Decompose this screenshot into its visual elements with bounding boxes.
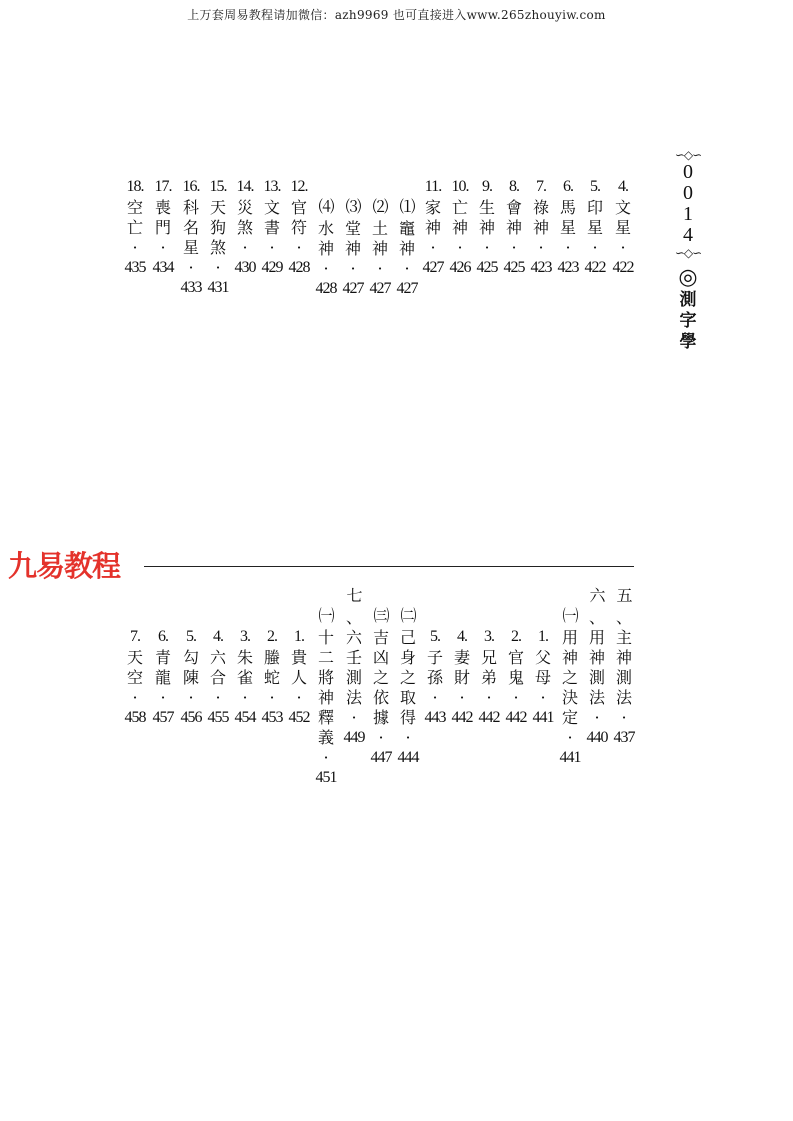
toc-entry-number: 18. (126, 178, 144, 195)
toc-entry-title (555, 198, 581, 258)
toc-entry-char: · (594, 708, 600, 727)
toc-page-number: 447 (370, 749, 392, 766)
toc-entry-char: 神 (398, 239, 415, 258)
toc-entry-char: 陳 (182, 668, 199, 687)
toc-entry-number: 13. (263, 178, 281, 195)
toc-entry-char: 神 (478, 218, 495, 237)
watermark-logo: 九易教程 (8, 549, 121, 583)
toc-entry-char: 、 (615, 608, 632, 627)
toc-page-number: 431 (207, 279, 229, 296)
toc-entry-char: 神 (615, 648, 632, 667)
toc-page-number: 423 (530, 259, 552, 276)
divider-line (144, 566, 634, 567)
ornament-top: ∽◇∽ (674, 148, 702, 162)
toc-entry-char: · (457, 238, 463, 257)
toc-entry-page (416, 708, 454, 728)
toc-page-number: 442 (478, 709, 500, 726)
toc-entry-char: 、 (345, 608, 362, 627)
toc-entry-title (341, 608, 367, 728)
toc-entry-number: 4. (618, 178, 628, 195)
toc-page-number: 454 (234, 709, 256, 726)
toc-entry-char: 煞 (236, 218, 253, 237)
toc-entry-title (259, 198, 285, 258)
toc-entry-char: 之 (561, 668, 578, 687)
toc-entry-char: 會 (505, 198, 522, 217)
toc-entry-char: 定 (561, 708, 578, 727)
toc-page-number: 430 (234, 259, 256, 276)
toc-entry-char: · (242, 688, 248, 707)
toc-entry-char: 測 (588, 668, 605, 687)
swirl-icon: ◎ (678, 264, 698, 290)
toc-entry-number: ㈠ (318, 608, 334, 625)
toc-entry-title (394, 219, 420, 279)
toc-entry-title (286, 648, 312, 708)
toc-entry-char: 星 (559, 218, 576, 237)
toc-entry-page (307, 768, 345, 788)
toc-page-number: 434 (152, 259, 174, 276)
toc-page-number: 453 (261, 709, 283, 726)
toc-entry-number: 16. (182, 178, 200, 195)
toc-entry-char: · (511, 238, 517, 257)
toc-entry-title (340, 219, 366, 279)
toc-entry-char: · (351, 708, 357, 727)
toc-entry (584, 588, 610, 748)
page-number-vertical (668, 162, 708, 246)
toc-entry-char: · (621, 708, 627, 727)
toc-page-number: 443 (424, 709, 446, 726)
toc-entry-char: 合 (209, 668, 226, 687)
toc-entry-number: ㈠ (562, 608, 578, 625)
toc-entry-number: 6. (158, 628, 168, 645)
toc-entry-char: 貴 (290, 648, 307, 667)
toc-entry-char: 義 (317, 728, 334, 747)
toc-entry-char: · (592, 238, 598, 257)
toc-entry-number: 3. (240, 628, 250, 645)
toc-entry-char: 六 (345, 628, 362, 647)
toc-entry-char: · (513, 688, 519, 707)
ornament-bottom: ∽◇∽ (674, 246, 702, 260)
toc-entry-number: 9. (482, 178, 492, 195)
toc-entry-title (611, 608, 637, 728)
toc-entry-char: 二 (317, 648, 334, 667)
toc-page-number: 449 (343, 729, 365, 746)
toc-entry (395, 608, 421, 768)
toc-entry-char: · (432, 688, 438, 707)
toc-entry-title (205, 198, 231, 278)
toc-entry-char: 測 (345, 668, 362, 687)
toc-entry-title (474, 198, 500, 258)
toc-entry-char: 天 (126, 648, 143, 667)
toc-entry-char: 門 (154, 218, 171, 237)
toc-entry (232, 178, 258, 278)
toc-entry-number: 15. (209, 178, 227, 195)
toc-entry-page (116, 258, 154, 278)
toc-entry-number: ⑶ (345, 199, 361, 216)
toc-entry-char: 父 (534, 648, 551, 667)
toc-entry-char: 弟 (480, 668, 497, 687)
toc-entry-char: 文 (263, 198, 280, 217)
toc-entry-title (501, 198, 527, 258)
toc-page-number: 422 (612, 259, 634, 276)
toc-page-number: 458 (124, 709, 146, 726)
toc-page-number: 441 (559, 749, 581, 766)
toc-entry-char: 馬 (559, 198, 576, 217)
toc-entry (557, 608, 583, 768)
toc-entry-char: 祿 (532, 198, 549, 217)
side-tab (668, 148, 708, 353)
toc-entry-number: 五 (616, 588, 632, 605)
toc-page-number: 435 (124, 259, 146, 276)
toc-entry-number: 6. (563, 178, 573, 195)
toc-page-number: 429 (261, 259, 283, 276)
toc-entry-char: 神 (561, 648, 578, 667)
toc-page-number: 442 (505, 709, 527, 726)
toc-entry-title (476, 648, 502, 708)
toc-entry-char: 煞 (209, 238, 226, 257)
toc-entry-title (150, 198, 176, 258)
toc-page-number: 455 (207, 709, 229, 726)
book-title-char: 學 (679, 332, 697, 352)
toc-entry-char: 釋 (317, 708, 334, 727)
toc-entry-char: · (215, 688, 221, 707)
toc-entry-char: 測 (615, 668, 632, 687)
toc-entry (422, 628, 448, 728)
toc-entry-char: · (350, 259, 356, 278)
book-title-char: 字 (679, 311, 697, 331)
toc-entry-number: ⑵ (372, 199, 388, 216)
toc-entry-char: · (378, 728, 384, 747)
toc-entry-page (551, 748, 589, 768)
toc-entry-char: · (430, 238, 436, 257)
toc-entry-number: ⑴ (399, 199, 415, 216)
toc-entry-char: 星 (614, 218, 631, 237)
toc-entry-char: · (160, 238, 166, 257)
toc-entry-number: 5. (430, 628, 440, 645)
toc-entry-char: 朱 (236, 648, 253, 667)
toc-entry-char: · (567, 728, 573, 747)
toc-entry-char: 科 (182, 198, 199, 217)
toc-entry-number: 2. (511, 628, 521, 645)
page-digit: 4 (683, 224, 693, 246)
toc-entry (122, 628, 148, 728)
toc-entry-char: 神 (317, 239, 334, 258)
toc-entry-char: 神 (588, 648, 605, 667)
toc-entry-number: 七 (346, 588, 362, 605)
toc-entry-char: 災 (236, 198, 253, 217)
toc-entry-number: 11. (424, 178, 442, 195)
page-header: 上万套周易教程请加微信：azh9969 也可直接进入www.265zhouyiw.com (187, 8, 606, 22)
toc-entry-char: 己 (399, 628, 416, 647)
toc-entry-title (447, 198, 473, 258)
toc-entry-char: 堂 (344, 219, 361, 238)
toc-entry-char: 土 (371, 219, 388, 238)
toc-entry-char: · (269, 238, 275, 257)
toc-entry-char: · (405, 728, 411, 747)
toc-entry-char: 鬼 (507, 668, 524, 687)
toc-entry-number: 5. (590, 178, 600, 195)
toc-entry-char: 將 (317, 668, 334, 687)
toc-entry-char: 蛇 (263, 668, 280, 687)
toc-entry-char: 人 (290, 668, 307, 687)
toc-entry-char: 得 (399, 708, 416, 727)
toc-entry-char: · (132, 688, 138, 707)
toc-page-number: 428 (288, 259, 310, 276)
toc-entry-char: 生 (478, 198, 495, 217)
toc-entry-title (584, 608, 610, 728)
toc-entry-char: 身 (399, 648, 416, 667)
toc-entry-title (582, 198, 608, 258)
toc-entry-title (122, 648, 148, 708)
toc-entry-title (557, 628, 583, 748)
toc-entry-char: 依 (372, 688, 389, 707)
toc-entry-char: 星 (586, 218, 603, 237)
toc-entry (178, 178, 204, 298)
toc-entry-number: 4. (213, 628, 223, 645)
toc-entry-char: · (377, 259, 383, 278)
book-title-char: 測 (679, 290, 697, 310)
toc-page-number: 427 (369, 280, 391, 297)
page-digit: 0 (683, 182, 693, 204)
toc-page-number: 427 (396, 280, 418, 297)
toc-entry-char: 孫 (426, 668, 443, 687)
toc-page-number: 427 (422, 259, 444, 276)
toc-entry-char: 神 (424, 218, 441, 237)
toc-entry-char: 神 (532, 218, 549, 237)
toc-page-number: 422 (584, 259, 606, 276)
toc-entry-title (449, 648, 475, 708)
toc-entry-char: · (323, 748, 329, 767)
toc-entry-page (172, 278, 210, 298)
toc-entry-char: 主 (615, 628, 632, 647)
toc-entry-char: 星 (182, 238, 199, 257)
toc-page-number: 425 (476, 259, 498, 276)
toc-entry-number: 2. (267, 628, 277, 645)
toc-entry-number: ㈢ (373, 608, 389, 625)
toc-entry-title (313, 628, 339, 768)
toc-entry-char: · (404, 259, 410, 278)
toc-entry-title (530, 648, 556, 708)
toc-entry-char: 兄 (480, 648, 497, 667)
toc-entry-char: 喪 (154, 198, 171, 217)
toc-entry-char: · (132, 238, 138, 257)
toc-entry-char: 妻 (453, 648, 470, 667)
toc-entry-char: 符 (290, 218, 307, 237)
toc-entry (122, 178, 148, 278)
toc-entry-char: 十 (317, 628, 334, 647)
toc-entry-char: 空 (126, 198, 143, 217)
toc-entry-number: 4. (457, 628, 467, 645)
toc-entry-char: 法 (615, 688, 632, 707)
toc-entry-number: 8. (509, 178, 519, 195)
toc-entry-char: · (540, 688, 546, 707)
toc-entry-title (503, 648, 529, 708)
toc-entry-char: · (323, 259, 329, 278)
toc-entry-char: 用 (561, 628, 578, 647)
toc-entry-page (116, 708, 154, 728)
toc-entry-title (286, 198, 312, 258)
toc-entry-number: 7. (130, 628, 140, 645)
toc-entry-title (259, 648, 285, 708)
toc-entry-char: 空 (126, 668, 143, 687)
toc-entry-title (610, 198, 636, 258)
page-digit: 0 (683, 161, 693, 183)
toc-entry-char: · (459, 688, 465, 707)
toc-entry-char: 神 (505, 218, 522, 237)
toc-entry-number: 1. (538, 628, 548, 645)
toc-entry-number: ㈡ (400, 608, 416, 625)
toc-page-number: 457 (152, 709, 174, 726)
toc-entry-char: · (538, 238, 544, 257)
toc-entry-char: · (296, 238, 302, 257)
toc-entry-title (420, 198, 446, 258)
toc-entry (313, 199, 339, 299)
toc-entry-char: · (565, 238, 571, 257)
toc-page-number: 444 (397, 749, 419, 766)
toc-entry-title (150, 648, 176, 708)
toc-entry-char: 水 (317, 219, 334, 238)
toc-entry-char: 亡 (451, 198, 468, 217)
toc-entry-char: · (620, 238, 626, 257)
book-title-vertical (668, 290, 708, 353)
toc-entry-char: · (215, 258, 221, 277)
toc-entry-number: 12. (290, 178, 308, 195)
toc-entry-page (578, 728, 616, 748)
toc-entry-title (367, 219, 393, 279)
toc-entry-char: 神 (344, 239, 361, 258)
toc-entry-char: 狗 (209, 218, 226, 237)
toc-entry-char: 凶 (372, 648, 389, 667)
toc-entry-char: 天 (209, 198, 226, 217)
toc-entry (420, 178, 446, 278)
toc-entry-number: 六 (589, 588, 605, 605)
toc-entry-title (178, 648, 204, 708)
toc-entry-char: · (242, 238, 248, 257)
toc-entry-char: 母 (534, 668, 551, 687)
toc-entry-char: 吉 (372, 628, 389, 647)
toc-page-number: 451 (315, 769, 337, 786)
toc-entry-char: 子 (426, 648, 443, 667)
toc-page-number: 437 (613, 729, 635, 746)
toc-page-number: 441 (532, 709, 554, 726)
toc-page-number: 442 (451, 709, 473, 726)
toc-entry-number: 17. (154, 178, 172, 195)
toc-entry-char: · (486, 688, 492, 707)
toc-entry-page (362, 748, 400, 768)
toc-entry-title (395, 628, 421, 748)
toc-entry-char: · (484, 238, 490, 257)
toc-entry-char: 壬 (345, 648, 362, 667)
toc-entry-title (422, 648, 448, 708)
toc-entry-char: 雀 (236, 668, 253, 687)
toc-page-number: 456 (180, 709, 202, 726)
toc-entry-number: 3. (484, 628, 494, 645)
toc-page-number: 423 (557, 259, 579, 276)
toc-entry-char: 官 (290, 198, 307, 217)
toc-entry-char: 之 (399, 668, 416, 687)
toc-entry-char: · (188, 688, 194, 707)
toc-entry-char: 家 (424, 198, 441, 217)
toc-page-number: 440 (586, 729, 608, 746)
toc-entry-char: · (269, 688, 275, 707)
toc-entry-char: 取 (399, 688, 416, 707)
toc-entry-char: · (160, 688, 166, 707)
toc-page-number: 452 (288, 709, 310, 726)
toc-entry-char: 神 (451, 218, 468, 237)
toc-entry-title (232, 648, 258, 708)
toc-entry-char: 竈 (398, 219, 415, 238)
toc-entry-char: 名 (182, 218, 199, 237)
toc-entry (313, 608, 339, 788)
toc-entry-char: 龍 (154, 668, 171, 687)
toc-page-number: 427 (342, 280, 364, 297)
toc-page-number: 433 (180, 279, 202, 296)
toc-entry (341, 588, 367, 748)
toc-entry-number: ⑷ (318, 199, 334, 216)
toc-entry-number: 7. (536, 178, 546, 195)
toc-entry-char: 亡 (126, 218, 143, 237)
toc-entry-number: 1. (294, 628, 304, 645)
toc-entry-title (232, 198, 258, 258)
toc-entry-page (307, 279, 345, 299)
toc-entry-char: 官 (507, 648, 524, 667)
toc-entry-char: 用 (588, 628, 605, 647)
toc-entry-char: 財 (453, 668, 470, 687)
toc-entry-number: 5. (186, 628, 196, 645)
toc-entry-char: 神 (371, 239, 388, 258)
toc-entry-char: 據 (372, 708, 389, 727)
toc-entry-char: 法 (588, 688, 605, 707)
toc-entry-char: · (188, 258, 194, 277)
page-digit: 1 (683, 203, 693, 225)
toc-entry-char: 六 (209, 648, 226, 667)
toc-entry-number: 10. (451, 178, 469, 195)
toc-entry-title (205, 648, 231, 708)
toc-entry-char: · (296, 688, 302, 707)
toc-entry-char: 法 (345, 688, 362, 707)
toc-entry-page (335, 728, 373, 748)
toc-entry-char: 螣 (263, 648, 280, 667)
toc-entry-char: 之 (372, 668, 389, 687)
toc-entry-char: 書 (263, 218, 280, 237)
toc-entry-char: 印 (586, 198, 603, 217)
toc-entry-page (226, 258, 264, 278)
toc-page-number: 425 (503, 259, 525, 276)
toc-entry-char: 青 (154, 648, 171, 667)
toc-entry-char: 神 (317, 688, 334, 707)
toc-page-number: 428 (315, 280, 337, 297)
toc-entry (611, 588, 637, 748)
toc-entry-char: 決 (561, 688, 578, 707)
toc-page-number: 426 (449, 259, 471, 276)
toc-entry-char: 勾 (182, 648, 199, 667)
toc-entry-title (528, 198, 554, 258)
toc-entry-char: 文 (614, 198, 631, 217)
toc-entry-char: 、 (588, 608, 605, 627)
toc-entry-number: 14. (236, 178, 254, 195)
toc-entry-title (122, 198, 148, 258)
